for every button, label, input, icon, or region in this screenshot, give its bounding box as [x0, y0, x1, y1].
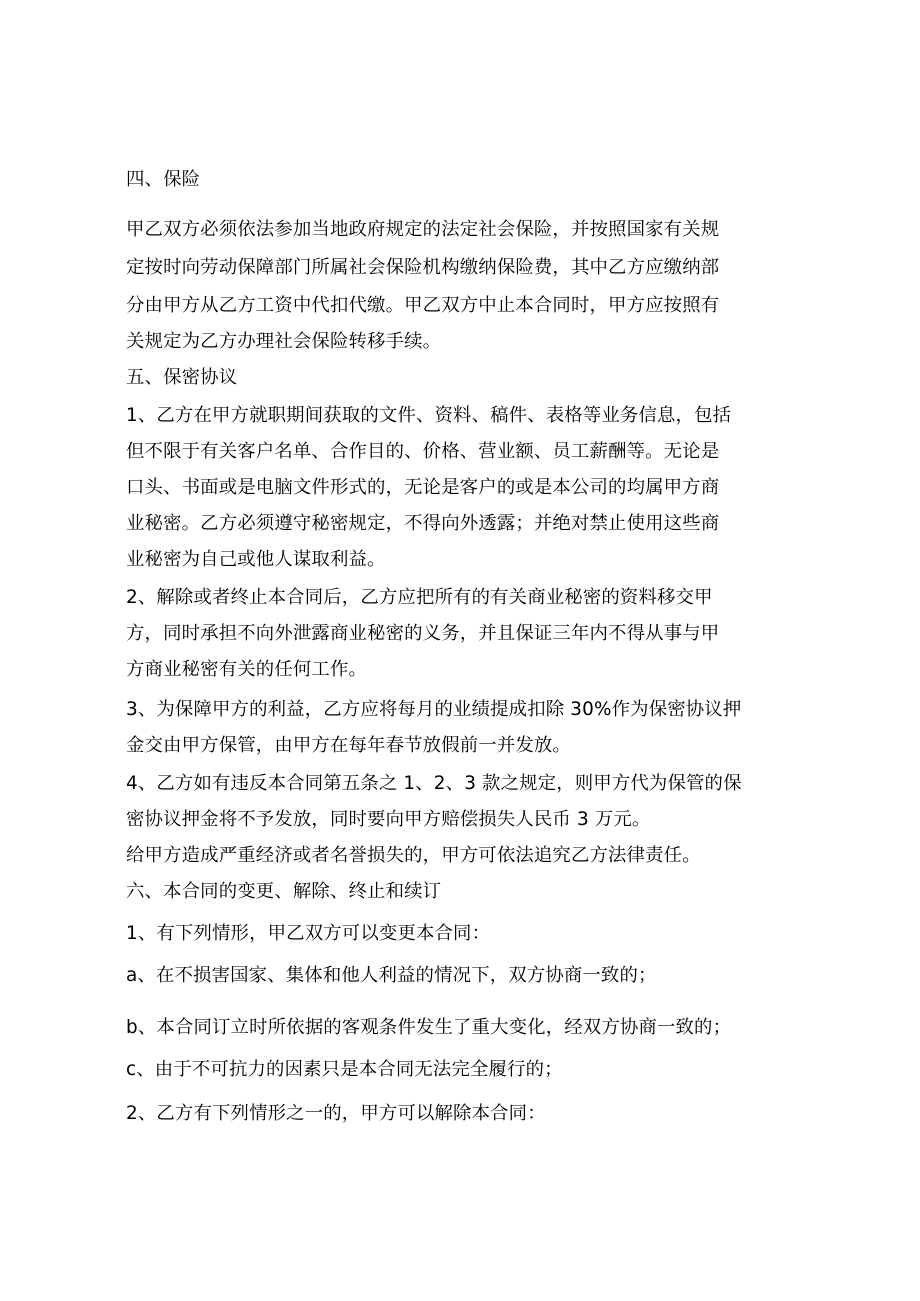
section-5-item-3-line-1: 3、为保障甲方的利益，乙方应将每月的业绩提成扣除 30%作为保密协议押: [126, 699, 742, 720]
section-4-heading: 四、保险: [126, 169, 201, 190]
section-6-item-1-a: a、在不损害国家、集体和他人利益的情况下，双方协商一致的；: [126, 965, 657, 986]
section-4-line-4: 关规定为乙方办理社会保险转移手续。: [126, 331, 442, 352]
section-5-item-3-line-2: 金交由甲方保管，由甲方在每年春节放假前一并发放。: [126, 735, 571, 756]
section-5-item-1-line-2: 但不限于有关客户名单、合作目的、价格、营业额、员工薪酬等。无论是: [126, 441, 720, 462]
section-5-item-1-line-1: 1、乙方在甲方就职期间获取的文件、资料、稿件、表格等业务信息，包括: [126, 405, 732, 426]
section-4-line-3: 分由甲方从乙方工资中代扣代缴。甲乙双方中止本合同时，甲方应按照有: [126, 295, 720, 316]
section-6-item-1-c: c、由于不可抗力的因素只是本合同无法完全履行的；: [126, 1059, 563, 1080]
section-5-item-4-line-3: 给甲方造成严重经济或者名誉损失的，甲方可依法追究乙方法律责任。: [126, 845, 701, 866]
section-6-item-1: 1、有下列情形，甲乙双方可以变更本合同：: [126, 923, 491, 944]
section-5-item-4-line-1: 4、乙方如有违反本合同第五条之 1、2、3 款之规定，则甲方代为保管的保: [126, 773, 742, 794]
section-5-item-2-line-2: 方，同时承担不向外泄露商业秘密的义务，并且保证三年内不得从事与甲: [126, 623, 720, 644]
section-6-item-1-b: b、本合同订立时所依据的客观条件发生了重大变化，经双方协商一致的；: [126, 1017, 732, 1038]
section-6-heading: 六、本合同的变更、解除、终止和续订: [126, 881, 442, 902]
section-4-line-1: 甲乙双方必须依法参加当地政府规定的法定社会保险，并按照国家有关规: [126, 219, 720, 240]
section-5-item-1-line-5: 业秘密为自己或他人谋取利益。: [126, 549, 386, 570]
section-6-item-2: 2、乙方有下列情形之一的，甲方可以解除本合同：: [126, 1103, 546, 1124]
section-4-line-2: 定按时向劳动保障部门所属社会保险机构缴纳保险费，其中乙方应缴纳部: [126, 257, 720, 278]
section-5-item-2-line-3: 方商业秘密有关的任何工作。: [126, 659, 368, 680]
section-5-item-2-line-1: 2、解除或者终止本合同后，乙方应把所有的有关商业秘密的资料移交甲: [126, 587, 713, 608]
section-5-item-4-line-2: 密协议押金将不予发放，同时要向甲方赔偿损失人民币 3 万元。: [126, 809, 651, 830]
section-5-item-1-line-4: 业秘密。乙方必须遵守秘密规定，不得向外透露；并绝对禁止使用这些商: [126, 513, 720, 534]
section-5-heading: 五、保密协议: [126, 367, 238, 388]
section-5-item-1-line-3: 口头、书面或是电脑文件形式的，无论是客户的或是本公司的均属甲方商: [126, 477, 720, 498]
